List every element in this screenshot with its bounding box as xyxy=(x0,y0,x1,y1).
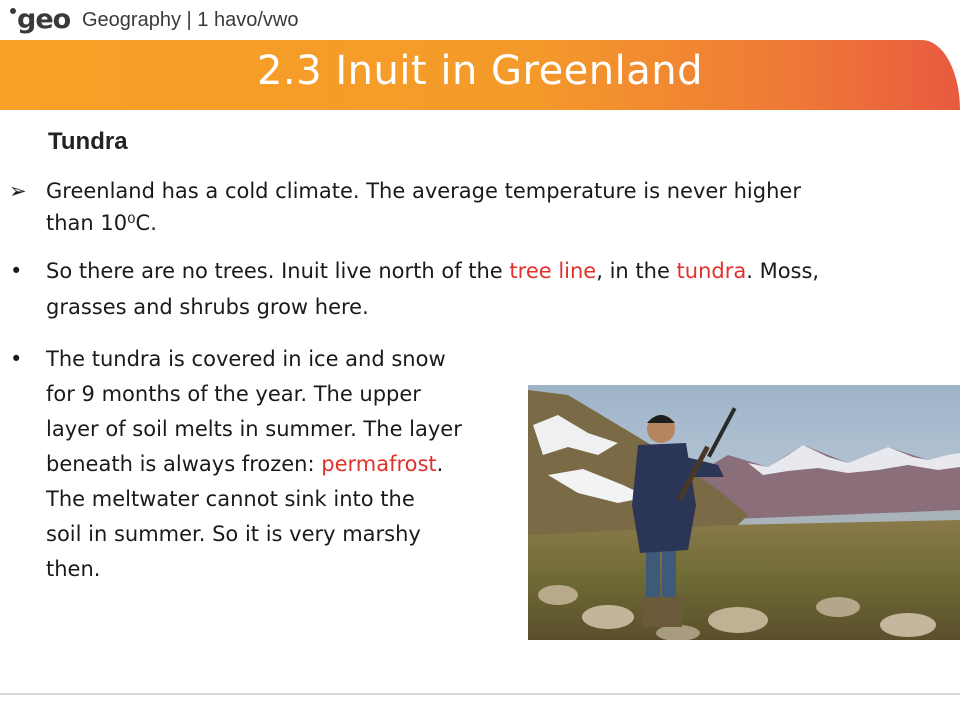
footer-divider xyxy=(0,693,960,695)
bullet-trees-line-2: grasses and shrubs grow here. xyxy=(46,295,369,319)
term-permafrost: permafrost xyxy=(321,452,437,476)
text-segment: . xyxy=(436,452,444,476)
logo-text: geo xyxy=(17,3,71,35)
bullet-trees-line-1 xyxy=(46,256,819,287)
geo-logo xyxy=(10,2,70,36)
text-segment: , in the xyxy=(596,259,677,283)
course-label: Geography | 1 havo/vwo xyxy=(82,9,299,31)
bullet-permafrost-line-7: then. xyxy=(46,557,101,581)
bullet-permafrost-line-1: The tundra is covered in ice and snow xyxy=(46,347,446,371)
bullet-climate-line-1: Greenland has a cold climate. The average temperature is never higher xyxy=(46,179,801,203)
tundra-hunter-photo xyxy=(528,385,960,640)
dot-bullet-icon: • xyxy=(10,347,23,371)
term-tundra: tundra xyxy=(676,259,747,283)
arrow-bullet-icon: ➢ xyxy=(9,179,27,203)
bullet-permafrost-line-5: The meltwater cannot sink into the xyxy=(46,487,415,511)
slide-header xyxy=(0,0,960,40)
bullet-permafrost-line-3: layer of soil melts in summer. The layer xyxy=(46,417,462,441)
title-banner xyxy=(0,40,960,110)
bullet-climate-line-2: than 10⁰C. xyxy=(46,211,157,235)
bullet-permafrost xyxy=(0,344,520,594)
bullet-permafrost-line-2: for 9 months of the year. The upper xyxy=(46,382,421,406)
text-segment: . Moss, xyxy=(746,259,820,283)
section-heading: Tundra xyxy=(48,128,128,155)
dot-bullet-icon: • xyxy=(10,259,23,283)
text-segment: So there are no trees. Inuit live north of the xyxy=(46,259,510,283)
bullet-permafrost-line-6: soil in summer. So it is very marshy xyxy=(46,522,421,546)
bullet-permafrost-line-4 xyxy=(46,449,443,480)
logo-dot-icon xyxy=(10,8,16,14)
slide-title: 2.3 Inuit in Greenland xyxy=(256,48,704,94)
term-tree-line: tree line xyxy=(509,259,597,283)
text-segment: beneath is always frozen: xyxy=(46,452,322,476)
tundra-scene-image xyxy=(528,385,960,640)
